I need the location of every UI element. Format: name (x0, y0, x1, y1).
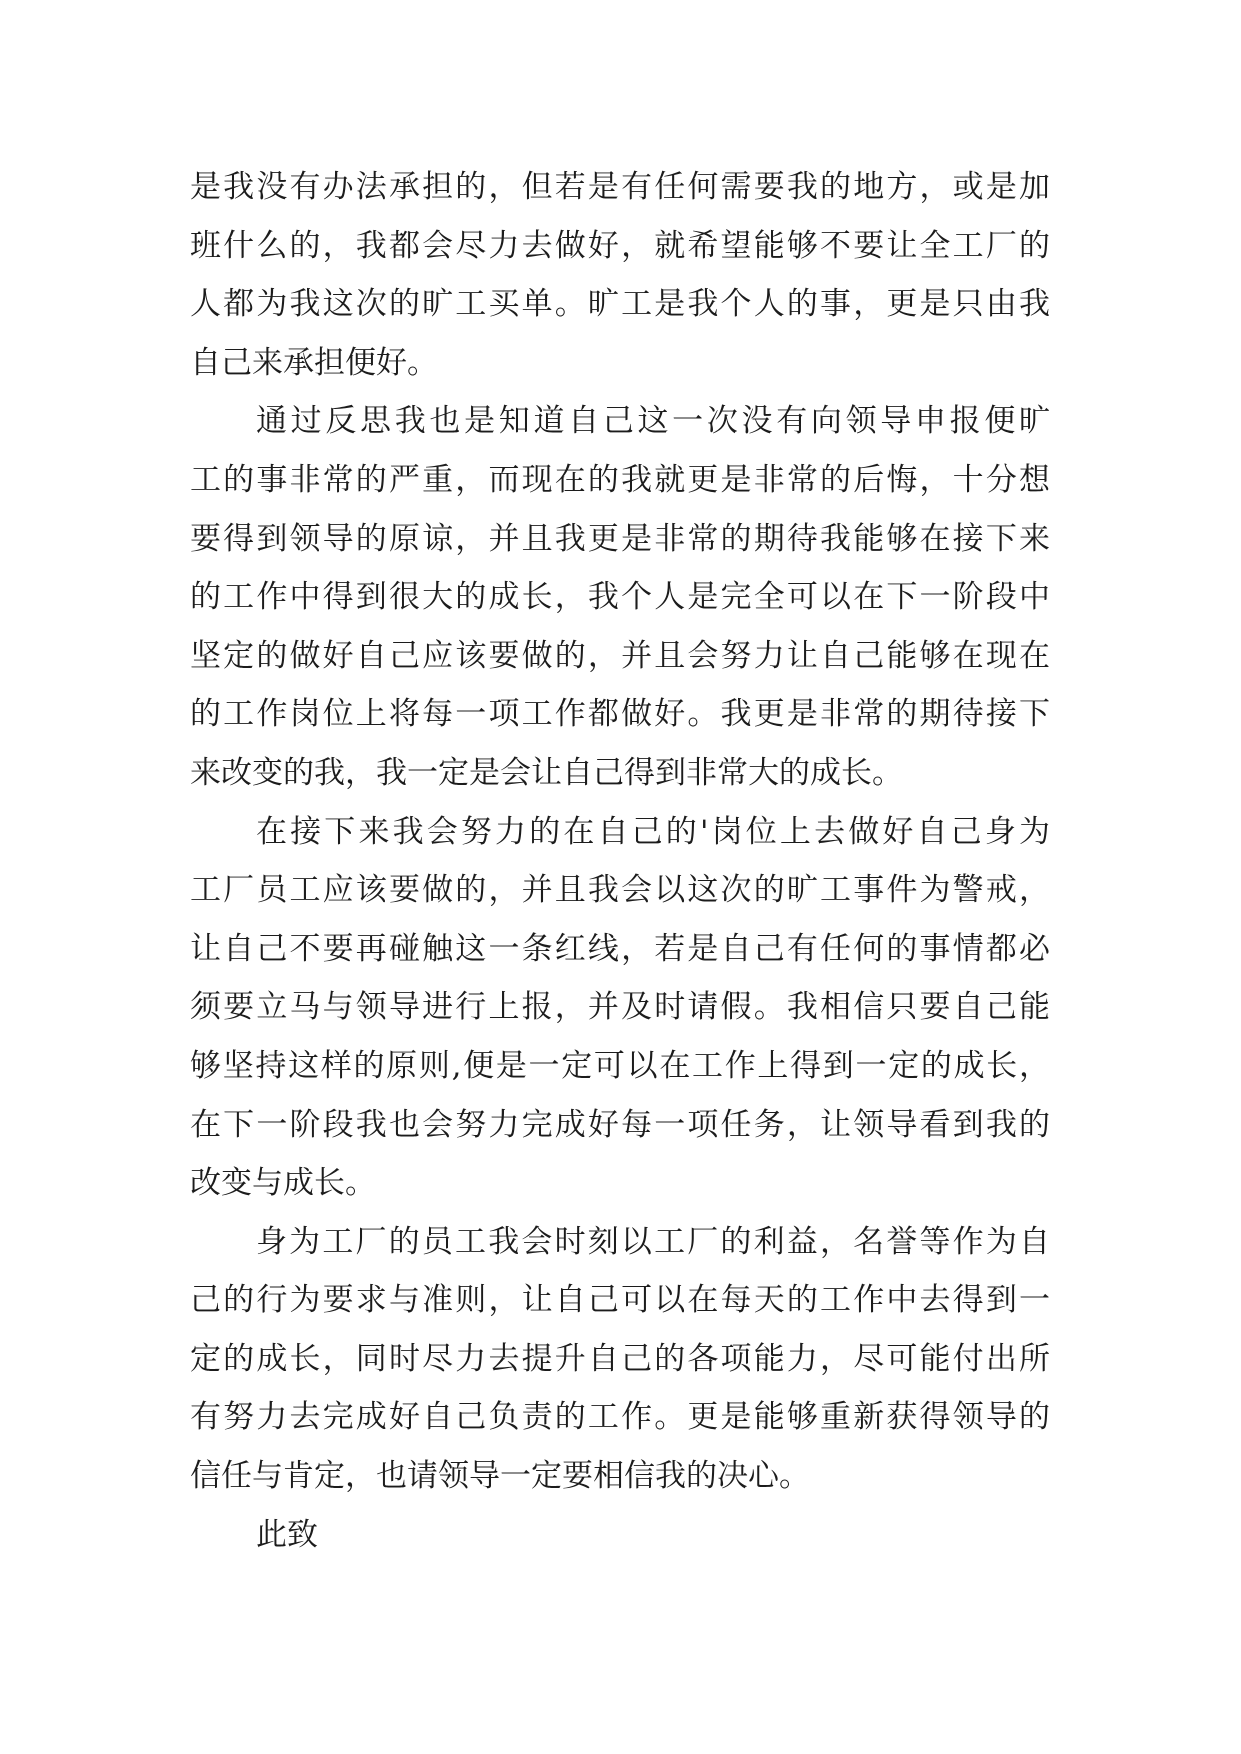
text-line: 工厂员工应该要做的，并且我会以这次的旷工事件为警戒， (190, 872, 1050, 909)
text-line: 坚定的做好自己应该要做的，并且会努力让自己能够在现在 (190, 637, 1050, 674)
text-line: 改变与成长。 (190, 1165, 376, 1202)
text-line: 定的成长，同时尽力去提升自己的各项能力，尽可能付出所 (190, 1340, 1050, 1377)
text-line: 自己来承担便好。 (190, 344, 438, 381)
text-line: 在下一阶段我也会努力完成好每一项任务，让领导看到我的 (190, 1106, 1050, 1143)
text-line: 班什么的，我都会尽力去做好，就希望能够不要让全工厂的 (190, 227, 1050, 264)
closing-salutation (190, 1506, 1050, 1565)
text-line: 让自己不要再碰触这一条红线，若是自己有任何的事情都必 (190, 930, 1050, 967)
paragraph-4 (190, 1213, 1050, 1506)
text-line: 己的行为要求与准则，让自己可以在每天的工作中去得到一 (190, 1282, 1050, 1319)
text-line: 要得到领导的原谅，并且我更是非常的期待我能够在接下来 (190, 520, 1050, 557)
text-line: 是我没有办法承担的，但若是有任何需要我的地方，或是加 (190, 169, 1050, 205)
text-line: 的工作中得到很大的成长，我个人是完全可以在下一阶段中 (190, 579, 1050, 616)
text-line: 在接下来我会努力的在自己的'岗位上去做好自己身为 (256, 813, 1050, 850)
paragraph-1 (190, 158, 1050, 392)
text-line: 来改变的我，我一定是会让自己得到非常大的成长。 (190, 754, 903, 791)
paragraph-2 (190, 392, 1050, 802)
text-line: 工的事非常的严重，而现在的我就更是非常的后悔，十分想 (190, 461, 1050, 498)
text-line: 须要立马与领导进行上报，并及时请假。我相信只要自己能 (190, 989, 1050, 1026)
text-line: 此致 (256, 1516, 318, 1553)
text-line: 够坚持这样的原则,便是一定可以在工作上得到一定的成长， (190, 1047, 1050, 1084)
text-line: 人都为我这次的旷工买单。旷工是我个人的事，更是只由我 (190, 286, 1050, 323)
text-line: 信任与肯定，也请领导一定要相信我的决心。 (190, 1458, 810, 1495)
text-line: 通过反思我也是知道自己这一次没有向领导申报便旷 (256, 403, 1050, 440)
text-line: 身为工厂的员工我会时刻以工厂的利益，名誉等作为自 (256, 1223, 1050, 1260)
text-line: 的工作岗位上将每一项工作都做好。我更是非常的期待接下 (190, 696, 1050, 733)
paragraph-3 (190, 803, 1050, 1213)
letter-body (190, 158, 1050, 1564)
text-line: 有努力去完成好自己负责的工作。更是能够重新获得领导的 (190, 1399, 1050, 1436)
